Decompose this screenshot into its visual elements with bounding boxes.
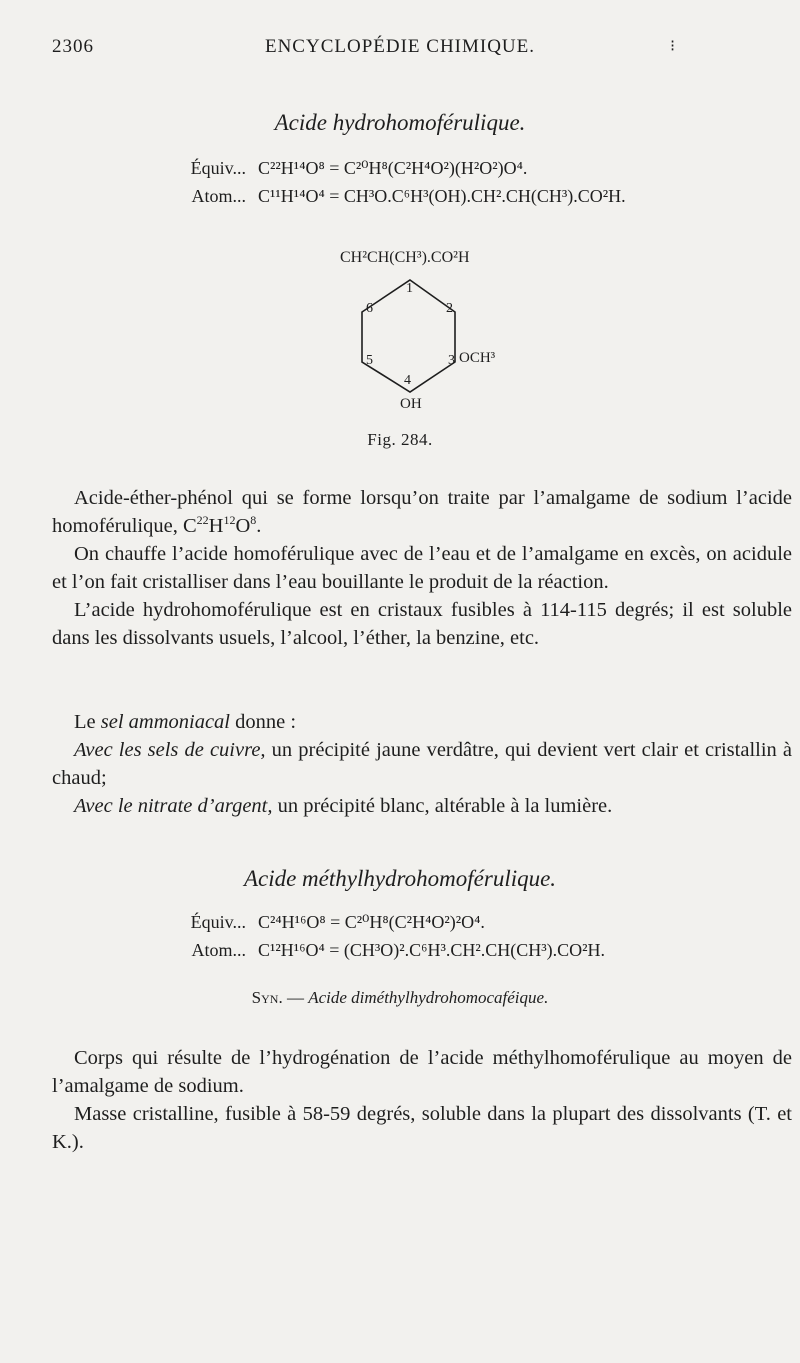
paragraph-text: . [256,515,262,537]
paragraph-text: O [235,515,251,537]
section-title-hydrohomoferulique: Acide hydrohomoférulique. [274,110,526,135]
synonym-dash: — [282,988,309,1007]
synonym-line [0,988,800,1008]
position-2-label: 2 [446,301,453,316]
atom-formula-line [150,186,626,207]
position-4-label: 4 [404,373,411,388]
paragraph-text: un précipité jaune verdâtre, qui devient vert clair et cristallin à chaud; [52,739,792,789]
paragraph-silver-nitrate [52,792,792,820]
atom-label: Atom... [191,940,246,960]
section1-reactions [52,708,792,820]
section1-body [52,484,792,652]
right-substituent-label: OCH³ [459,350,496,366]
italic-term: Avec le nitrate d’argent, [74,795,273,817]
position-3-label: 3 [448,353,455,368]
paragraph-text: Acide-éther-phénol qui se forme lorsqu’on traite par l’amalgame de sodium l’acide homoférulique, C [52,487,792,537]
benzene-ring-diagram [320,240,540,420]
atom-label: Atom... [191,186,246,206]
paragraph-properties: L’acide hydrohomoférulique est en cristaux fusibles à 114-115 degrés; il est soluble dans les dissolvants usuels, l’alcool, l’éther, la benzine, etc. [52,599,792,649]
page-header [52,36,748,66]
figure-caption: Fig. 284. [367,430,433,449]
paragraph-preparation: On chauffe l’acide homoférulique avec de l’eau et de l’amalgame en excès, on acidule et l’on fait cristalliser dans l’eau bouillante le produit de la réaction. [52,543,792,593]
atom-formula-line-2 [150,940,605,961]
header-mark: ⁝ [670,38,677,55]
italic-term: Avec les sels de cuivre, [74,739,266,761]
position-1-label: 1 [406,281,413,296]
equiv-label: Équiv... [190,912,246,932]
italic-term: sel ammoniacal [100,711,230,733]
paragraph-properties-2: Masse cristalline, fusible à 58-59 degrés, soluble dans la plupart des dissolvants (T. et K.). [52,1103,792,1153]
paragraph-ammonium-salt [52,708,792,736]
superscript: 8 [250,513,257,528]
paragraph-text: un précipité blanc, altérable à la lumière. [272,795,613,817]
paragraph-text: donne : [230,711,297,733]
superscript: 22 [196,513,209,528]
section-title-methylhydrohomoferulique: Acide méthylhydrohomoférulique. [243,866,557,891]
position-6-label: 6 [366,301,373,316]
structure-figure [320,240,540,420]
atom-formula: C¹²H¹⁶O⁴ = (CH³O)².C⁶H³.CH².CH(CH³).CO²H. [258,940,606,960]
bottom-substituent-label: OH [400,396,422,412]
paragraph-text: Le [74,711,101,733]
position-5-label: 5 [366,353,373,368]
equiv-label: Équiv... [190,158,246,178]
equiv-formula: C²⁴H¹⁶O⁸ = C²⁰H⁸(C²H⁴O²)²O⁴. [258,912,485,932]
paragraph-copper-salts [52,736,792,792]
running-head: ENCYCLOPÉDIE CHIMIQUE. [264,36,536,57]
section2-body [52,1044,792,1156]
equiv-formula-line [150,158,527,179]
paragraph-origin-2: Corps qui résulte de l’hydrogénation de l’acide méthylhomoférulique au moyen de l’amalgame de sodium. [52,1047,792,1097]
synonym-text: Acide diméthylhydrohomocaféique. [308,988,549,1007]
equiv-formula: C²²H¹⁴O⁸ = C²⁰H⁸(C²H⁴O²)(H²O²)O⁴. [258,158,528,178]
superscript: 12 [223,513,236,528]
equiv-formula-line-2 [150,912,485,933]
synonym-label: Syn. [251,988,283,1007]
paragraph-text: H [208,515,224,537]
paragraph-origin [52,484,792,540]
atom-formula: C¹¹H¹⁴O⁴ = CH³O.C⁶H³(OH).CH².CH(CH³).CO²H. [258,186,626,206]
page-number: 2306 [52,36,94,57]
top-substituent-label: CH²CH(CH³).CO²H [340,249,470,266]
